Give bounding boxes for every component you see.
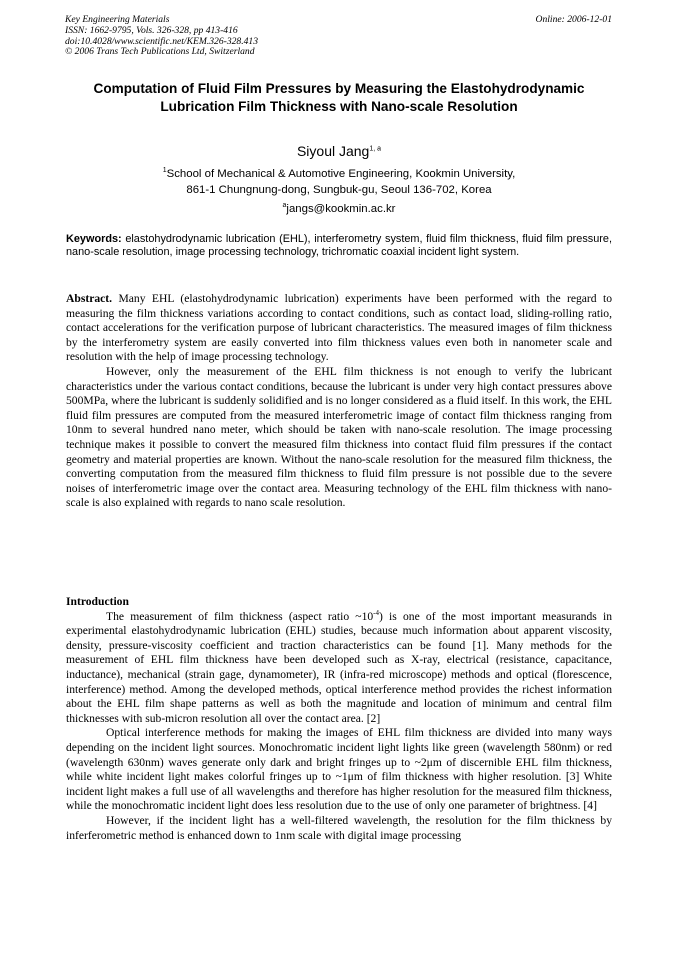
introduction-section [66, 595, 612, 843]
abstract-paragraph-1 [66, 292, 612, 365]
copyright-line: © 2006 Trans Tech Publications Ltd, Switzerland [65, 46, 255, 58]
keywords-block [66, 233, 612, 260]
online-date: Online: 2006-12-01 [535, 14, 612, 25]
intro-p1-start: The measurement of film thickness (aspect ratio ~10 [106, 609, 374, 623]
intro-p1-rest: ) is one of the most important measurands in experimental elastohydrodynamic lubrication (EHL) studies, because much information about apparent viscosity, density, pressure-viscosity coefficient and traction characteristics can be found [1]. Many methods for the measurement of EHL film thickness have been developed such as X-ray, electrical (resistance, capacitance, inductance), mechanical (strain gage, dynamometer), IR (infra-red microscope) methods and optical (florescence, interference) method. Among the developed methods, optical interference method provides the richest information about the EHL film shape patterns as well as both the magnitude and location of minimum and central film thicknesses with sub-micron resolution all over the contact area. [2] [66, 609, 612, 725]
journal-name: Key Engineering Materials [65, 14, 170, 25]
affiliation [0, 167, 678, 198]
affiliation-line-2: 861-1 Chungnung-dong, Sungbuk-gu, Seoul 136-702, Korea [186, 183, 492, 196]
paper-title: Computation of Fluid Film Pressures by Measuring the Elastohydrodynamic Lubrication Film Thickness with Nano-scale Resolution [93, 81, 585, 114]
author-email[interactable]: jangs@kookmin.ac.kr [286, 203, 396, 215]
author-email-line [0, 203, 678, 215]
abstract-paragraph-2: However, only the measurement of the EHL film thickness is not enough to verify the lubricant characteristics under the various contact conditions, because the lubricant is under very high contact pressures above 500MPa, where the lubricant is suddenly solidified and is no longer considered as a fluid itself. In this work, the EHL fluid film pressures are computed from the measured interferometric image of contact film thickness ranging from 10nm to several hundred nano meter, which should be taken with nano-scale resolution. The image processing technique makes it possible to convert the measured film thickness into contact fluid film pressures if the contact geometry and material properties are known. Without the nano-scale resolution for the measured film thickness, the converting computation from the measured film thickness to fluid film pressure is not possible due to the severe noises of interferometric image over the contact area. Measuring technology of the EHL film thickness with nano-scale is also explained with regards to nano scale resolution. [66, 364, 612, 510]
affiliation-superscript: 1 [162, 167, 167, 175]
issn-line: ISSN: 1662-9795, Vols. 326-328, pp 413-416 [65, 24, 238, 36]
intro-p1-superscript: -4 [373, 608, 380, 617]
introduction-heading: Introduction [66, 595, 129, 608]
keywords-label: Keywords: [66, 233, 122, 245]
abstract-text-1: Many EHL (elastohydrodynamic lubrication) experiments have been performed with the regard to measuring the film thickness variations according to contact conditions, such as contact load, sliding-rolling ratio, contact accelerations for the verification purpose of lubricant characteristics. The measured images of film thickness by the interferometry system are easily converted into film thickness values even both in nanometer scale and resolution with the help of image processing technology. [66, 292, 612, 364]
author-superscript: 1, a [369, 145, 382, 153]
affiliation-line-1: School of Mechanical & Automotive Engineering, Kookmin University, [166, 168, 516, 180]
email-superscript: a [282, 202, 287, 210]
author-name: Siyoul Jang [296, 143, 370, 159]
doi-line: doi:10.4028/www.scientific.net/KEM.326-328.413 [65, 35, 259, 47]
running-header-left [65, 15, 258, 58]
abstract-section [66, 292, 612, 511]
author-line [0, 143, 678, 159]
keywords-text: elastohydrodynamic lubrication (EHL), interferometry system, fluid film thickness, fluid film pressure, nano-scale resolution, image processing technology, trichromatic coaxial incident light system. [66, 233, 612, 259]
intro-paragraph-3: However, if the incident light has a well-filtered wavelength, the resolution for the film thickness by inferferometric method is enhanced down to 1nm scale with digital image processing [66, 813, 612, 842]
intro-paragraph-1 [66, 610, 612, 727]
intro-paragraph-2: Optical interference methods for making the images of EHL film thickness are divided into many ways depending on the incident light sources. Monochromatic incident light lights like green (wavelength 580nm) or red (wavelength 630nm) waves generate only dark and bright fringes up to ~2μm of discernible EHL film thickness, while white incident light makes colorful fringes up to ~1μm of film thickness with higher resolution. [3] White incident light makes a full use of all wavelengths and therefore has higher resolution for the measured film thickness, while the monochromatic incident light does less resolution due to the use of only one parameter of brightness. [4] [66, 726, 612, 813]
abstract-label: Abstract. [66, 292, 113, 305]
